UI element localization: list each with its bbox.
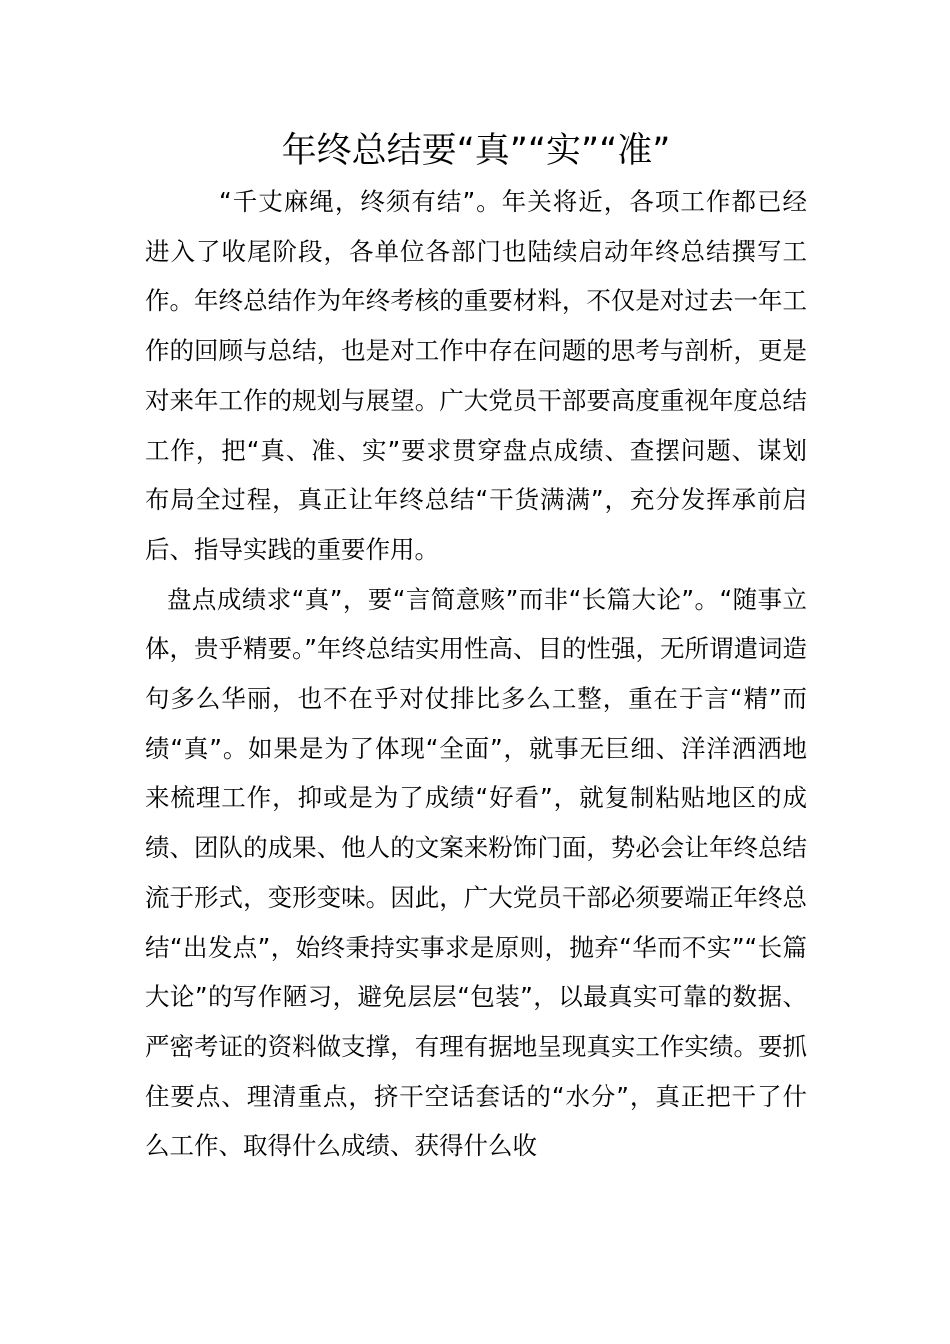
paragraph-intro: “千丈麻绳，终须有结”。年关将近，各项工作都已经进入了收尾阶段，各单位各部门也陆续启动年终总结撰写工作。年终总结作为年终考核的重要材料，不仅是对过去一年工作的回顾与总结，也是对工作中存在问题的思考与剖析，更是对来年工作的规划与展望。广大党员干部要高度重视年度总结工作，把“真、准、实”要求贯穿盘点成绩、查摆问题、谋划布局全过程，真正让年终总结“干货满满”，充分发挥承前启后、指导实践的重要作用。 bbox=[145, 187, 807, 564]
document-page bbox=[145, 125, 807, 1171]
paragraph-section-1: 盘点成绩求“真”，要“言简意赅”而非“长篇大论”。“随事立体，贵乎精要。”年终总结实用性高、目的性强，无所谓遣词造句多么华丽，也不在乎对仗排比多么工整，重在于言“精”而绩“真”。如果是为了体现“全面”，就事无巨细、洋洋洒洒地来梳理工作，抑或是为了成绩“好看”，就复制粘贴地区的成绩、团队的成果、他人的文案来粉饰门面，势必会让年终总结流于形式，变形变味。因此，广大党员干部必须要端正年终总结“出发点”，始终秉持实事求是原则，抛弃“华而不实”“长篇大论”的写作陋习，避免层层“包装”，以最真实可靠的数据、严密考证的资料做支撑，有理有据地呈现真实工作实绩。要抓住要点、理清重点，挤干空话套话的“水分”，真正把干了什么工作、取得什么成绩、获得什么收 bbox=[145, 584, 807, 1161]
document-title: 年终总结要“真”“实”“准” bbox=[281, 131, 671, 171]
